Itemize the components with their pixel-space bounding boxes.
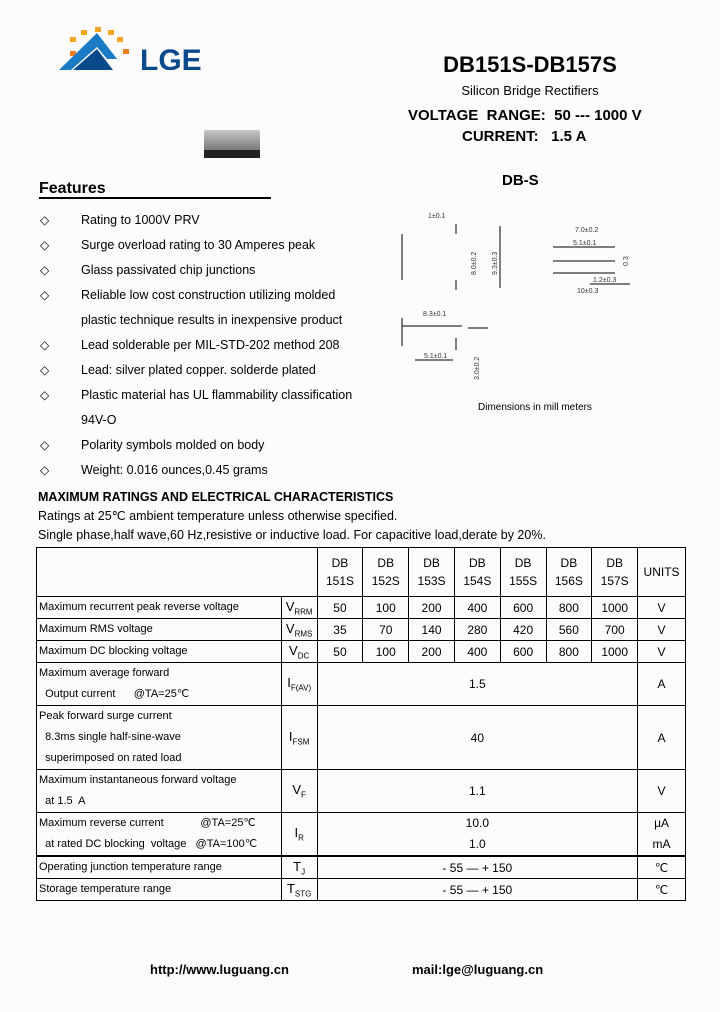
symbol-cell xyxy=(281,663,317,706)
dimension-caption: Dimensions in mill meters xyxy=(478,402,592,413)
dim-label: 10±0.3 xyxy=(577,288,599,295)
column-header: DB 151S xyxy=(317,548,363,597)
feature-text: Glass passivated chip junctions xyxy=(81,263,256,277)
column-header: DB 153S xyxy=(409,548,455,597)
value-cell: 800 xyxy=(546,597,592,619)
value-cell: 600 xyxy=(500,641,546,663)
param-label: Operating junction temperature range xyxy=(37,856,282,879)
voltage-range: VOLTAGE RANGE: 50 --- 1000 V xyxy=(408,107,642,124)
dim-label: 1±0.1 xyxy=(428,213,446,220)
symbol-subscript: RRM xyxy=(294,607,313,617)
unit-line: μA xyxy=(654,816,669,830)
param-label: Maximum recurrent peak reverse voltage xyxy=(37,597,282,619)
email-link[interactable]: mail:lge@luguang.cn xyxy=(412,962,544,977)
value-cell: 200 xyxy=(409,641,455,663)
value-cell: 400 xyxy=(454,597,500,619)
param-label xyxy=(37,813,282,857)
symbol-cell xyxy=(281,813,317,857)
ratings-note: Ratings at 25℃ ambient temperature unless otherwise specified. xyxy=(38,509,398,523)
diamond-bullet-icon: ◇ xyxy=(40,388,50,402)
value-cell: 400 xyxy=(454,641,500,663)
unit-cell: V xyxy=(638,770,686,813)
symbol-subscript: J xyxy=(301,867,306,877)
symbol-subscript: FSM xyxy=(292,737,310,747)
symbol-subscript: F(AV) xyxy=(290,683,312,693)
dim-label: 7.0±0.2 xyxy=(575,227,599,234)
param-line: 8.3ms single half-sine-wave xyxy=(39,731,181,743)
diamond-bullet-icon: ◇ xyxy=(40,213,50,227)
unit-cell xyxy=(638,813,686,857)
value-cell: 50 xyxy=(317,641,363,663)
symbol: T xyxy=(286,880,295,896)
value-cell xyxy=(317,813,637,857)
value-line: 10.0 xyxy=(465,816,489,830)
param-line: Peak forward surge current xyxy=(39,710,172,722)
value-cell: 600 xyxy=(500,597,546,619)
symbol-cell xyxy=(281,641,317,663)
symbol-subscript: RMS xyxy=(294,629,313,639)
website-link[interactable]: http://www.luguang.cn xyxy=(150,962,289,977)
param-line: Maximum average forward xyxy=(39,667,170,679)
blank-cell xyxy=(37,548,318,597)
value-cell: 700 xyxy=(592,619,638,641)
current-rating: CURRENT: 1.5 A xyxy=(462,128,587,145)
value-cell: 560 xyxy=(546,619,592,641)
diamond-bullet-icon: ◇ xyxy=(40,438,50,452)
symbol-subscript: STG xyxy=(294,889,312,899)
column-header: DB 152S xyxy=(363,548,409,597)
param-line: at rated DC blocking voltage @TA=100℃ xyxy=(39,838,258,850)
value-cell: 100 xyxy=(363,597,409,619)
column-header: DB 155S xyxy=(500,548,546,597)
diamond-bullet-icon: ◇ xyxy=(40,338,50,352)
units-header: UNITS xyxy=(638,548,686,597)
diamond-bullet-icon: ◇ xyxy=(40,463,50,477)
param-line: Maximum instantaneous forward voltage xyxy=(39,774,237,786)
unit-line: mA xyxy=(652,837,671,851)
value-cell: 140 xyxy=(409,619,455,641)
feature-text: Lead: silver plated copper. solderde plated xyxy=(81,363,316,377)
column-header: DB 157S xyxy=(592,548,638,597)
value-cell: 800 xyxy=(546,641,592,663)
symbol-cell xyxy=(281,770,317,813)
unit-cell: V xyxy=(638,597,686,619)
package-base xyxy=(204,150,260,158)
package-image xyxy=(204,130,260,152)
feature-text: Surge overload rating to 30 Amperes peak xyxy=(81,238,316,252)
symbol: V xyxy=(285,598,295,614)
value-cell: 200 xyxy=(409,597,455,619)
symbol: I xyxy=(294,825,299,841)
symbol-subscript: F xyxy=(301,790,306,800)
feature-text: Weight: 0.016 ounces,0.45 grams xyxy=(81,463,268,477)
symbol: V xyxy=(289,642,298,658)
dim-label: 3.0±0.2 xyxy=(474,356,481,380)
unit-cell: V xyxy=(638,619,686,641)
feature-text: plastic technique results in inexpensive product xyxy=(81,313,343,327)
symbol-subscript: R xyxy=(298,833,304,843)
value-cell: 1.1 xyxy=(317,770,637,813)
param-label xyxy=(37,663,282,706)
table-row xyxy=(37,706,686,770)
dim-label: 1.2±0.3 xyxy=(593,277,617,284)
feature-text: Rating to 1000V PRV xyxy=(81,213,200,227)
table-row xyxy=(37,663,686,706)
value-cell: 280 xyxy=(454,619,500,641)
unit-cell: V xyxy=(638,641,686,663)
value-line: 1.0 xyxy=(468,837,486,851)
symbol-cell xyxy=(281,597,317,619)
feature-text: Reliable low cost construction utilizing molded xyxy=(81,288,336,302)
dim-label: 5.1±0.1 xyxy=(424,353,448,360)
unit-cell: ℃ xyxy=(638,856,686,879)
param-label xyxy=(37,770,282,813)
part-title: DB151S-DB157S xyxy=(443,52,617,77)
value-cell: 1000 xyxy=(592,597,638,619)
table-row xyxy=(37,770,686,813)
ratings-heading: MAXIMUM RATINGS AND ELECTRICAL CHARACTERISTICS xyxy=(38,490,394,504)
symbol: T xyxy=(293,858,302,874)
param-line: superimposed on rated load xyxy=(39,752,182,764)
symbol: V xyxy=(292,782,302,798)
divider xyxy=(39,197,271,199)
table-row xyxy=(37,856,686,879)
dim-label: 0.3 xyxy=(623,256,630,266)
unit-cell: A xyxy=(638,663,686,706)
param-label: Maximum RMS voltage xyxy=(37,619,282,641)
value-cell: 35 xyxy=(317,619,363,641)
dim-label: 9.3±0.3 xyxy=(492,251,499,275)
features-heading: Features xyxy=(39,180,106,197)
param-line: Maximum reverse current @TA=25℃ xyxy=(39,817,256,829)
symbol: I xyxy=(287,675,291,691)
table-row xyxy=(37,879,686,901)
param-label xyxy=(37,706,282,770)
feature-text: 94V-O xyxy=(81,413,117,427)
table-row xyxy=(37,619,686,641)
diamond-bullet-icon: ◇ xyxy=(40,238,50,252)
ratings-note: Single phase,half wave,60 Hz,resistive or inductive load. For capacitive load,derate by 20%. xyxy=(38,528,546,542)
feature-text: Polarity symbols molded on body xyxy=(81,438,265,452)
param-label: Maximum DC blocking voltage xyxy=(37,641,282,663)
dim-label: 5.1±0.1 xyxy=(573,240,597,247)
symbol: V xyxy=(285,620,295,636)
ratings-table xyxy=(36,547,686,901)
column-header: DB 156S xyxy=(546,548,592,597)
dimension-drawing xyxy=(390,200,650,400)
value-cell: 1000 xyxy=(592,641,638,663)
unit-cell: ℃ xyxy=(638,879,686,901)
param-label: Storage temperature range xyxy=(37,879,282,901)
symbol-cell xyxy=(281,706,317,770)
value-cell: 40 xyxy=(317,706,637,770)
header-row xyxy=(37,548,686,597)
value-cell: 50 xyxy=(317,597,363,619)
symbol-subscript: DC xyxy=(297,651,310,661)
dim-label: 8.3±0.1 xyxy=(423,311,447,318)
unit-cell: A xyxy=(638,706,686,770)
value-cell: - 55 — + 150 xyxy=(317,879,637,901)
value-cell: 70 xyxy=(363,619,409,641)
param-line: at 1.5 A xyxy=(39,795,86,807)
svg-text:LGE: LGE xyxy=(140,44,202,70)
value-cell: 420 xyxy=(500,619,546,641)
lge-logo xyxy=(55,25,235,70)
symbol-cell xyxy=(281,619,317,641)
diamond-bullet-icon: ◇ xyxy=(40,288,50,302)
value-cell: 100 xyxy=(363,641,409,663)
symbol: I xyxy=(288,728,293,744)
table-row xyxy=(37,813,686,857)
param-line: Output current @TA=25℃ xyxy=(39,688,190,700)
feature-text: Lead solderable per MIL-STD-202 method 208 xyxy=(81,338,340,352)
column-header: DB 154S xyxy=(454,548,500,597)
package-label: DB-S xyxy=(502,172,539,189)
dim-label: 8.0±0.2 xyxy=(471,251,478,275)
feature-text: Plastic material has UL flammability classification xyxy=(81,388,353,402)
value-cell: 1.5 xyxy=(317,663,637,706)
value-cell: - 55 — + 150 xyxy=(317,856,637,879)
diamond-bullet-icon: ◇ xyxy=(40,263,50,277)
table-row xyxy=(37,641,686,663)
symbol-cell xyxy=(281,856,317,879)
symbol-cell xyxy=(281,879,317,901)
diamond-bullet-icon: ◇ xyxy=(40,363,50,377)
table-row xyxy=(37,597,686,619)
subtitle: Silicon Bridge Rectifiers xyxy=(461,83,599,98)
